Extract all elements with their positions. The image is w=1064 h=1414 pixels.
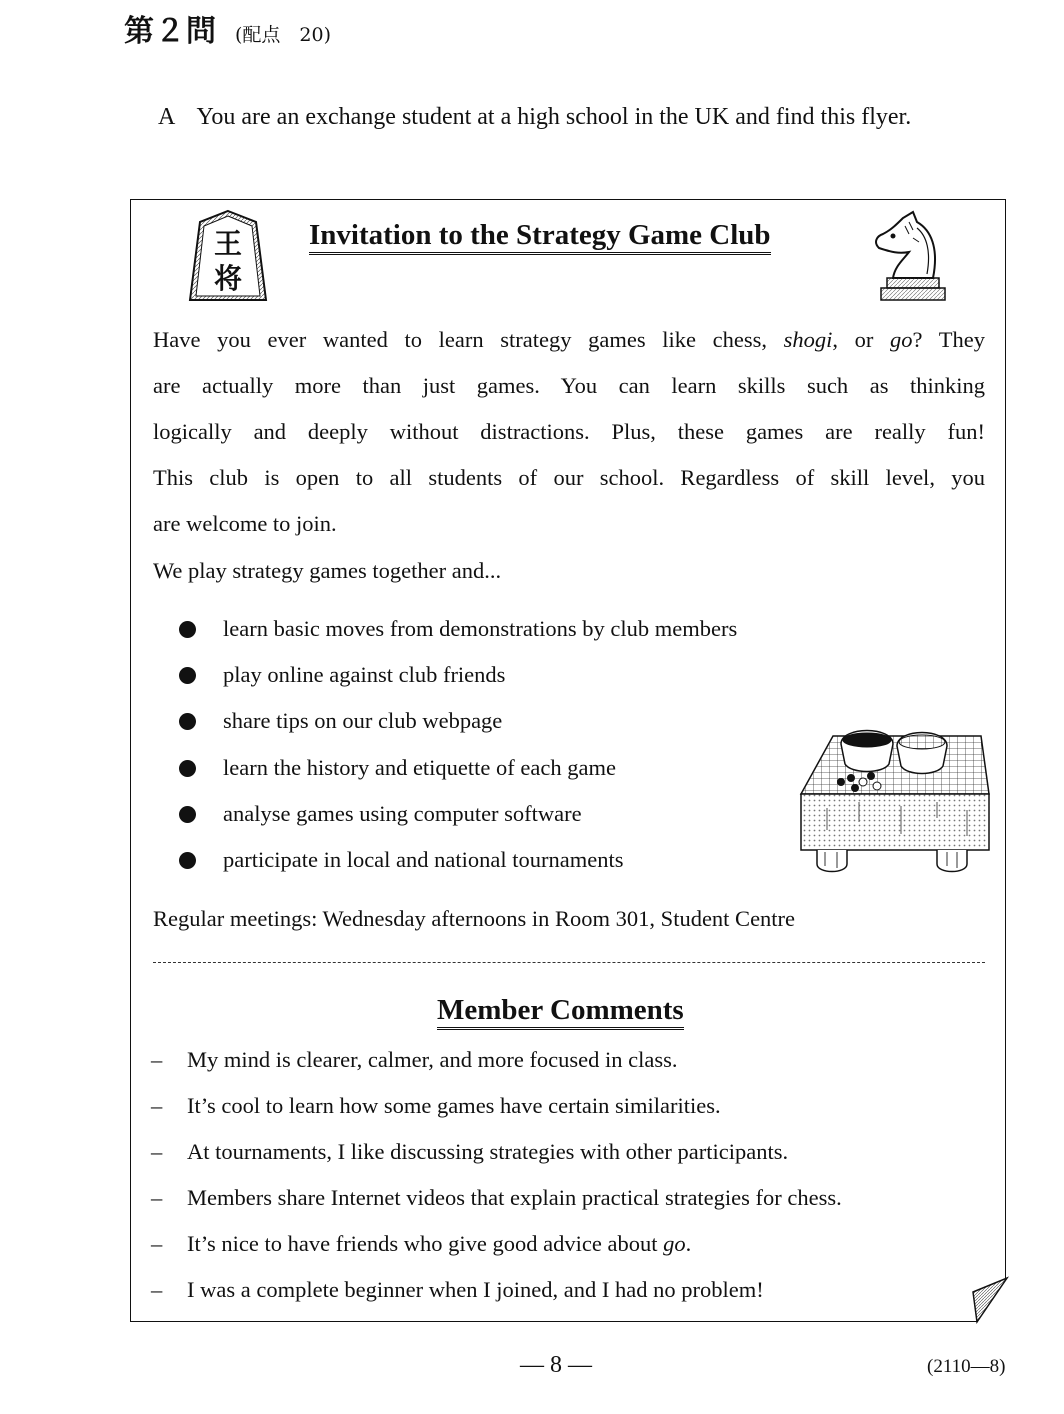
page-curl-icon xyxy=(963,1274,1009,1324)
bullet-icon xyxy=(179,621,196,638)
paragraph-line-5: are welcome to join. xyxy=(153,511,337,536)
shogi-piece-char-top: 王 xyxy=(213,227,243,260)
bullet-icon xyxy=(179,667,196,684)
question-points: (配点 20) xyxy=(235,24,332,46)
meeting-info: Regular meetings: Wednesday afternoons in Room 301, Student Centre xyxy=(153,906,796,931)
paragraph-line-4: This club is open to all students of our school. Regardless of skill level, you xyxy=(153,465,985,490)
page-number: — 8 — xyxy=(520,1352,592,1378)
activities-intro: We play strategy games together and... xyxy=(153,558,502,583)
flyer: 王 将 Invitation to the Strategy Game Club Have you ever wanted to learn strategy games like chess, shogi, or go? They are actually more than just games. You can learn skills such as thinking logically and deeply without distractions. Plus, these games are really fun! This club is open to all students of our school. Regardless of skill level, you are welcome to join. We play strategy games together and... learn basic moves from demonstrations by club members play online against club friends share tips on our club webpage learn the history and etiquette of each game analyse games using computer software participate in local and national tournaments Regular meetings: Wednesday afternoons in Room 301, Student Centre Member Comments – My mind is clearer, calmer, and more focused in class. – It’s cool to learn how some games have certain similarities. – At tournaments, I like discussing strategies with other participants. – Members share Internet videos that explain practical strategies for chess. – It’s nice to have friends who give good advice about go. – I was a complete beginner when I joined, and I had no problem! xyxy=(130,199,1006,1322)
flyer-title: Invitation to the Strategy Game Club xyxy=(309,219,771,255)
bullet-icon xyxy=(179,852,196,869)
comments-title: Member Comments xyxy=(437,994,684,1030)
question-header xyxy=(124,6,331,50)
section-divider xyxy=(153,962,985,963)
chess-knight-icon xyxy=(869,208,949,308)
shogi-piece-char-bottom: 将 xyxy=(213,262,243,295)
paragraph-line-1: Have you ever wanted to learn strategy games like chess, shogi, or go? They xyxy=(153,327,986,352)
intro-label: A xyxy=(158,104,176,130)
paragraph-line-3: logically and deeply without distractions. Plus, these games are really fun! xyxy=(153,419,985,444)
go-board-icon xyxy=(797,718,993,880)
intro-text: You are an exchange student at a high school in the UK and find this flyer. xyxy=(196,104,912,130)
paragraph-line-2: are actually more than just games. You can learn skills such as thinking xyxy=(153,373,985,398)
shogi-piece-icon xyxy=(186,208,271,303)
page-code: (2110—8) xyxy=(927,1356,1006,1377)
bullet-icon xyxy=(179,760,196,777)
question-number: 第２問 xyxy=(124,14,217,49)
intro-line xyxy=(158,104,911,131)
bullet-icon xyxy=(179,806,196,823)
bullet-icon xyxy=(179,713,196,730)
